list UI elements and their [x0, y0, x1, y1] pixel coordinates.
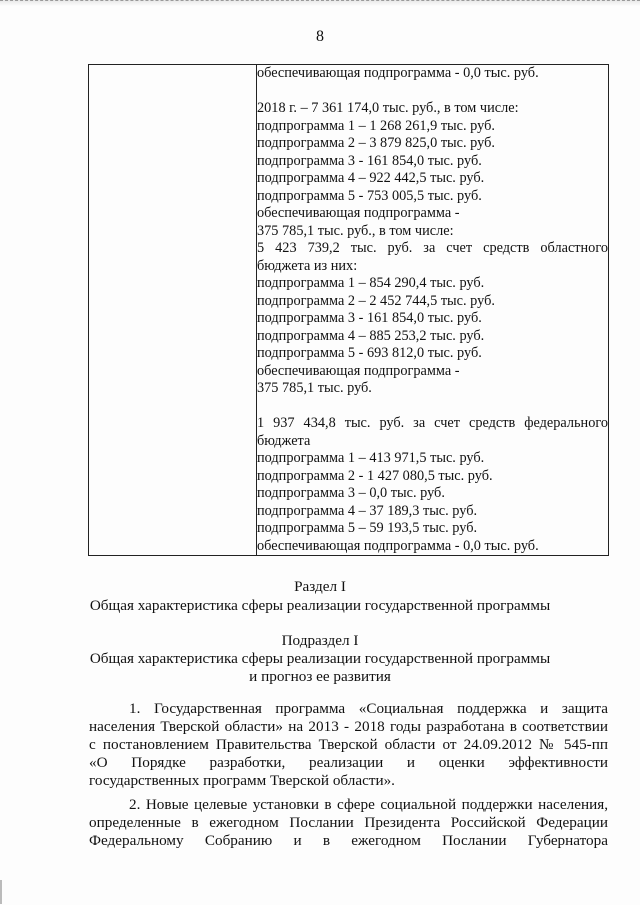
paragraph-line: «О Порядке разработки, реализации и оценки эффективности — [89, 754, 608, 771]
paragraph-line: определенные в ежегодном Послании Президента Российской Федерации — [89, 814, 608, 831]
funding-line: подпрограмма 5 - 753 005,5 тыс. руб. — [257, 187, 482, 204]
funding-line: подпрограмма 4 – 37 189,3 тыс. руб. — [257, 502, 478, 519]
paragraph-line: 2. Новые целевые установки в сфере социальной поддержки населения, — [129, 796, 608, 813]
funding-line: 5 423 739,2 тыс. руб. за счет средств областного — [257, 240, 608, 256]
subsection-title-continued: и прогноз ее развития — [249, 668, 391, 685]
page-number: 8 — [316, 28, 324, 45]
funding-line: 375 785,1 тыс. руб., в том числе: — [257, 222, 454, 239]
funding-line: подпрограмма 3 - 161 854,0 тыс. руб. — [257, 152, 482, 169]
section-label: Раздел I — [294, 578, 346, 595]
paragraph-line: с постановлением Правительства Тверской области от 24.09.2012 № 545-пп — [89, 736, 608, 753]
table-right-cell — [257, 65, 609, 556]
table-row — [89, 65, 609, 556]
funding-line: обеспечивающая подпрограмма - — [257, 362, 460, 379]
paragraph-line: 1. Государственная программа «Социальная поддержка и защита — [129, 700, 608, 717]
paragraph-line: государственных программ Тверской области». — [89, 772, 395, 789]
funding-line: подпрограмма 2 - 1 427 080,5 тыс. руб. — [257, 467, 493, 484]
funding-line: подпрограмма 4 – 922 442,5 тыс. руб. — [257, 170, 485, 186]
funding-line: подпрограмма 2 – 3 879 825,0 тыс. руб. — [257, 135, 495, 151]
funding-line: 375 785,1 тыс. руб. — [257, 380, 372, 396]
funding-line: подпрограмма 5 - 693 812,0 тыс. руб. — [257, 345, 482, 361]
paragraph-line: населения Тверской области» на 2013 - 2018 годы разработана в соответствии — [89, 718, 608, 735]
funding-line: подпрограмма 4 – 885 253,2 тыс. руб. — [257, 327, 485, 344]
scan-edge-mark — [0, 880, 2, 904]
funding-line: обеспечивающая подпрограмма - — [257, 205, 460, 221]
funding-line: обеспечивающая подпрограмма - 0,0 тыс. руб. — [257, 65, 539, 81]
funding-line: подпрограмма 3 – 0,0 тыс. руб. — [257, 485, 445, 501]
subsection-label: Подраздел I — [281, 632, 359, 649]
paragraph-2 — [89, 796, 608, 850]
funding-table — [88, 64, 609, 556]
funding-line: 2018 г. – 7 361 174,0 тыс. руб., в том числе: — [257, 100, 519, 116]
funding-line: бюджета — [257, 432, 311, 449]
funding-line: бюджета из них: — [257, 257, 358, 274]
section-title: Общая характеристика сферы реализации государственной программы — [89, 597, 551, 614]
paragraph-line: Федеральному Собранию и в ежегодном Послании Губернатора — [89, 832, 608, 849]
funding-line: подпрограмма 3 - 161 854,0 тыс. руб. — [257, 310, 482, 326]
blank-line — [257, 398, 608, 416]
funding-line: подпрограмма 2 – 2 452 744,5 тыс. руб. — [257, 292, 495, 309]
blank-line — [257, 83, 608, 101]
funding-line: подпрограмма 1 – 413 971,5 тыс. руб. — [257, 450, 485, 466]
funding-line: обеспечивающая подпрограмма - 0,0 тыс. руб. — [257, 537, 539, 554]
funding-line: подпрограмма 1 – 854 290,4 тыс. руб. — [257, 275, 485, 291]
funding-line: подпрограмма 5 – 59 193,5 тыс. руб. — [257, 520, 478, 536]
scan-edge-line — [0, 0, 640, 2]
funding-line: подпрограмма 1 – 1 268 261,9 тыс. руб. — [257, 117, 495, 134]
funding-line: 1 937 434,8 тыс. руб. за счет средств федерального — [257, 415, 608, 431]
subsection-title: Общая характеристика сферы реализации государственной программы — [89, 650, 551, 667]
table-left-cell — [89, 65, 257, 556]
paragraph-1 — [89, 700, 608, 790]
